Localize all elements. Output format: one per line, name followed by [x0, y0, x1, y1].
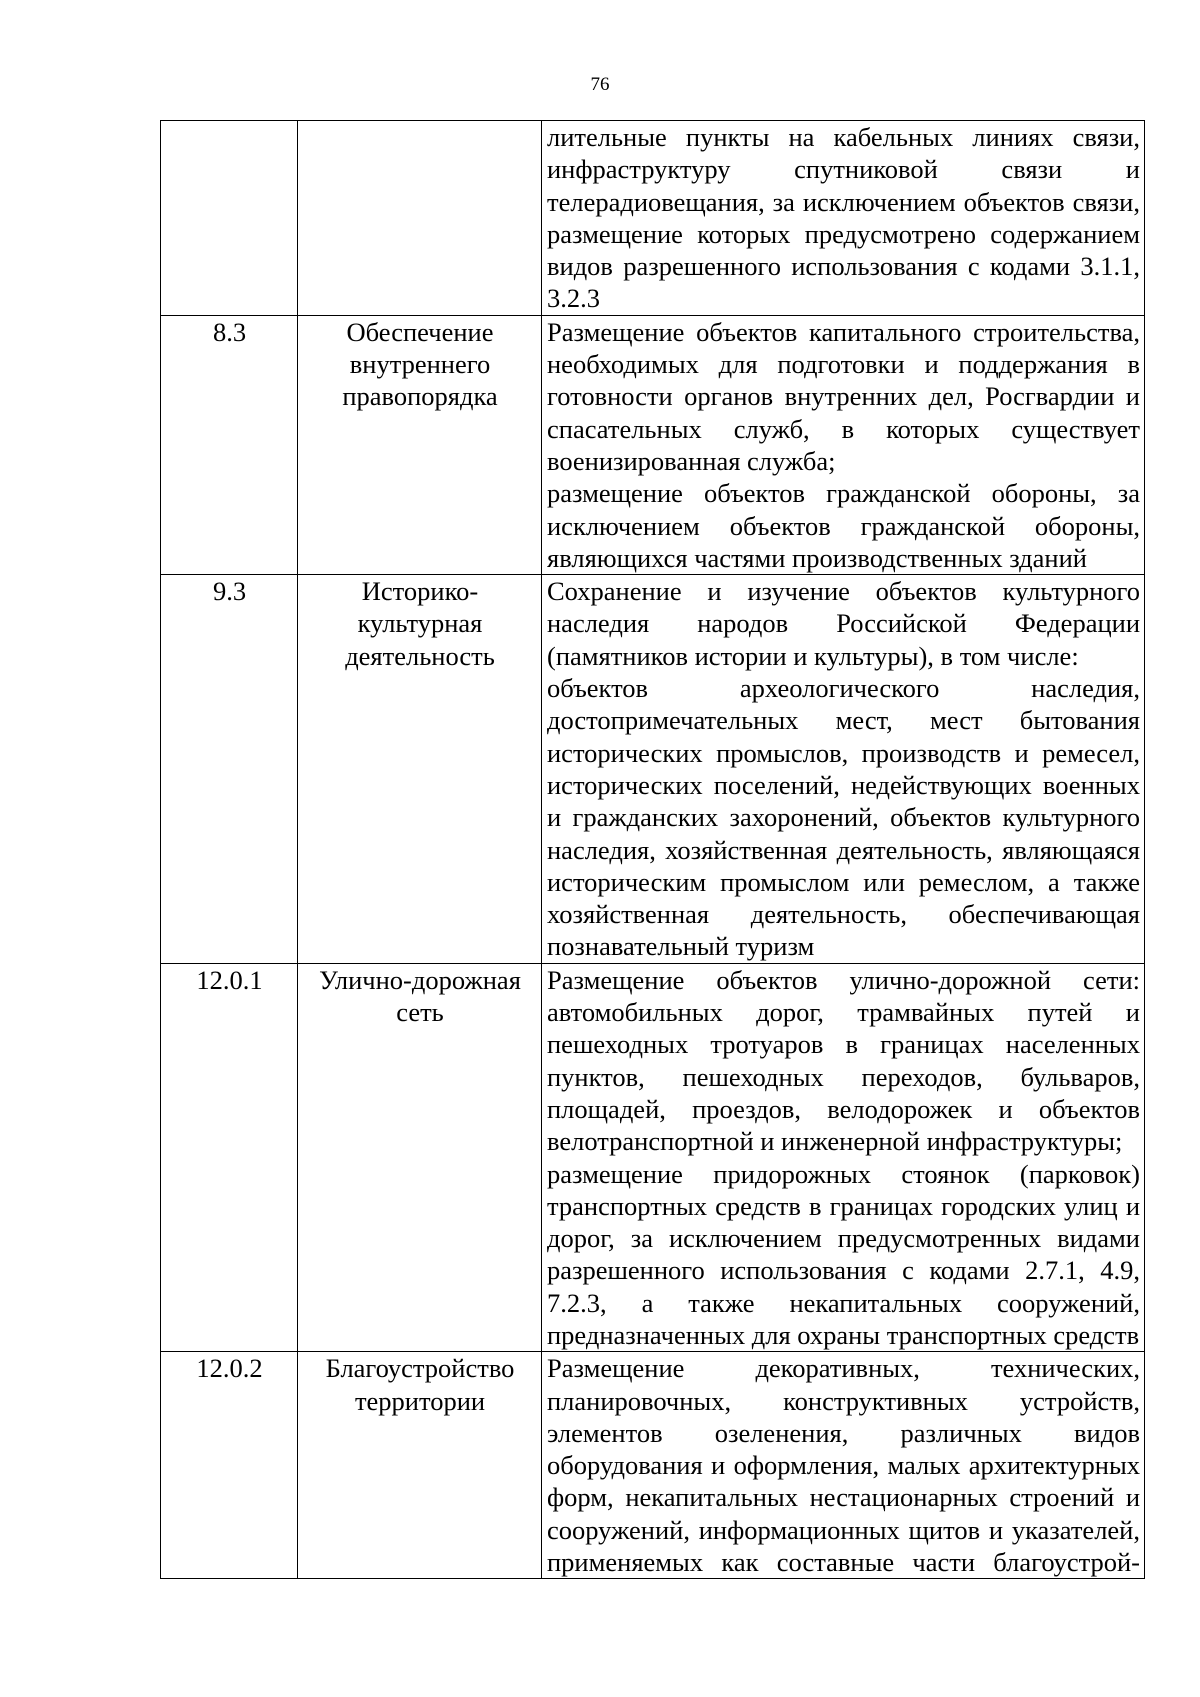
description-paragraph: размещение придорожных стоянок (парковок) транспортных средств в границах городских улиц и дорог, за исключением предусмотренных видами разрешенного использования с кодами 2.7.1, 4.9, 7.2.3, а также некапитальных сооружений, предназначенных для охраны транспортных средств [547, 1158, 1140, 1350]
table-row [161, 121, 1145, 316]
code-cell: 8.3 [161, 315, 298, 574]
page-number: 76 [590, 74, 610, 95]
table-row [161, 315, 1145, 574]
name-cell [298, 121, 542, 316]
name-cell: Благоустройство территории [298, 1352, 542, 1579]
table-row [161, 1352, 1145, 1579]
name-cell: Обеспечение внутреннего правопорядка [298, 315, 542, 574]
description-paragraph: лительные пункты на кабельных линиях связи, инфраструктуру спутниковой связи и телерадиовещания, за исключением объектов связи, размещение которых предусмотрено содержанием видов разрешенного использования с кодами 3.1.1, 3.2.3 [547, 122, 1140, 314]
code-cell: 9.3 [161, 575, 298, 964]
table-row [161, 575, 1145, 964]
description-cell [542, 963, 1145, 1352]
description-paragraph: Размещение объектов улично-дорожной сети: автомобильных дорог, трамвайных путей и пешеходных тротуаров в границах населенных пунктов, пешеходных переходов, бульваров, площадей, проездов, велодорожек и объектов велотранспортной и инженерной инфраструктуры; [547, 964, 1140, 1157]
code-cell: 12.0.2 [161, 1352, 298, 1579]
description-cell [542, 1352, 1145, 1579]
description-paragraph: Размещение объектов капитального строительства, необходимых для подготовки и поддержания в готовности органов внутренних дел, Росгвардии и спасательных служб, в которых существует военизированная служба; [547, 316, 1140, 476]
description-cell [542, 315, 1145, 574]
land-use-table [160, 120, 1145, 1579]
name-cell: Историко-культурная деятельность [298, 575, 542, 964]
description-cell [542, 575, 1145, 964]
name-cell: Улично-дорожная сеть [298, 963, 542, 1352]
description-paragraph: Размещение декоративных, технических, планировочных, конструктивных устройств, элементов озеленения, различных видов оборудования и оформления, малых архитектурных форм, некапитальных нестационарных строений и сооружений, информационных щитов и указателей, применяемых как составные части благоустрой- [547, 1353, 1140, 1578]
description-cell [542, 121, 1145, 316]
table-row [161, 963, 1145, 1352]
description-paragraph: размещение объектов гражданской обороны, за исключением объектов гражданской обороны, являющихся частями производственных зданий [547, 478, 1140, 573]
code-cell [161, 121, 298, 316]
description-paragraph: объектов археологического наследия, достопримечательных мест, мест бытования исторических промыслов, производств и ремесел, исторических поселений, недействующих военных и гражданских захоронений, объектов культурного наследия, хозяйственная деятельность, являющаяся историческим промыслом или ремеслом, а также хозяйственная деятельность, обеспечивающая познавательный туризм [547, 673, 1140, 962]
code-cell: 12.0.1 [161, 963, 298, 1352]
description-paragraph: Сохранение и изучение объектов культурного наследия народов Российской Федерации (памятников истории и культуры), в том числе: [547, 576, 1140, 671]
